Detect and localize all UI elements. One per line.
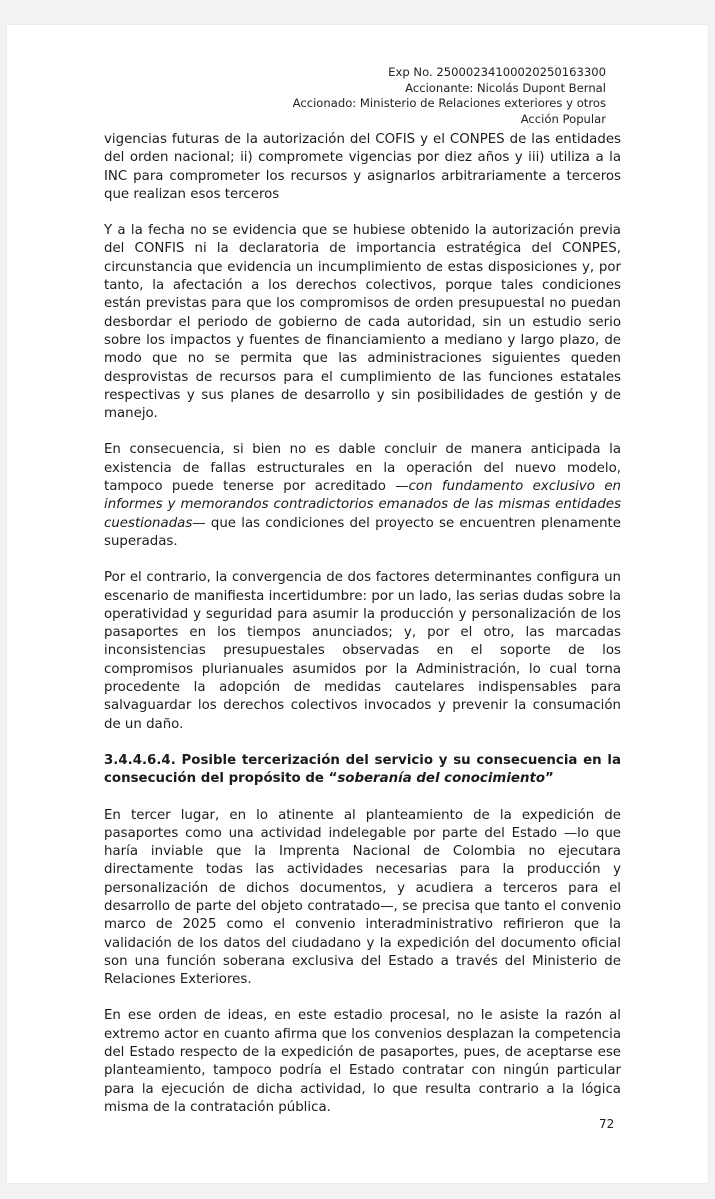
section-heading-text: 3.4.4.6.4. Posible tercerización del servicio y su consecuencia en la consecución del propósito de “ xyxy=(104,752,621,787)
document-body xyxy=(104,131,621,1135)
defendant: Accionado: Ministerio de Relaciones exteriores y otros xyxy=(292,96,606,110)
case-header xyxy=(293,65,606,127)
document-page xyxy=(7,25,708,1183)
case-number: Exp No. 25000234100020250163300 xyxy=(388,65,606,79)
paragraph-1: vigencias futuras de la autorización del COFIS y el CONPES de las entidades del orden nacional; ii) compromete vigencias por diez años y iii) utiliza a la INC para comprometer los recursos y asignarlos arbitrariamente a terceros que realizan esos terceros xyxy=(104,132,621,202)
section-heading xyxy=(104,752,621,789)
paragraph-4: Por el contrario, la convergencia de dos factores determinantes configura un escenario de manifiesta incertidumbre: por un lado, las serias dudas sobre la operatividad y seguridad para asumir la producción y personalización de los pasaportes en los tiempos anunciados; y, por el otro, las marcadas inconsistencias presupuestales observadas en el soporte de los compromisos plurianuales asumidos por la Administración, lo cual torna procedente la adopción de medidas cautelares indispensables para salvaguardar los derechos colectivos invocados y prevenir la consumación de un daño. xyxy=(104,570,621,732)
paragraph-5: En tercer lugar, en lo atinente al planteamiento de la expedición de pasaportes como una actividad indelegable por parte del Estado —lo que haría inviable que la Imprenta Nacional de Colombia no ejecutara directamente todas las actividades necesarias para la producción y personalización de dichos documentos, y acudiera a terceros para el desarrollo de parte del objeto contratado—, se precisa que tanto el convenio marco de 2025 como el convenio interadministrativo refirieron que la validación de los datos del ciudadano y la expedición del documento oficial son una función soberana exclusiva del Estado a través del Ministerio de Relaciones Exteriores. xyxy=(104,807,621,988)
paragraph-3 xyxy=(104,441,621,551)
paragraph-3-text-a: En consecuencia, si bien no es dable concluir de manera anticipada la existencia de fallas estructurales en la operación del nuevo modelo, tampoco puede tenerse por acreditado — xyxy=(104,442,621,495)
action-type: Acción Popular xyxy=(520,111,606,126)
section-heading-close-quote: ” xyxy=(545,771,554,787)
page-number: 72 xyxy=(599,1117,615,1131)
paragraph-2: Y a la fecha no se evidencia que se hubiese obtenido la autorización previa del CONFIS ni la declaratoria de importancia estratégica del CONPES, circunstancia que evidencia un incumplimiento de estas disposiciones y, por tanto, la afectación a los derechos colectivos, porque tales condiciones están previstas para que los compromisos de orden presupuestal no puedan desbordar el periodo de gobierno de cada autoridad, sin un estudio serio sobre los impactos y fuentes de financiamiento a mediano y largo plazo, de modo que no se permita que las administraciones siguientes queden desprovistas de recursos para el cumplimiento de las funciones estatales respectivas y sus planes de desarrollo y sin posibilidades de gestión y de manejo. xyxy=(104,223,621,422)
paragraph-6: En ese orden de ideas, en este estadio procesal, no le asiste la razón al extremo actor en cuanto afirma que los convenios desplazan la competencia del Estado respecto de la expedición de pasaportes, pues, de aceptarse ese planteamiento, tampoco podría el Estado contratar con ningún particular para la ejecución de dicha actividad, lo que resulta contrario a la lógica misma de la contratación pública. xyxy=(104,1008,621,1115)
plaintiff: Accionante: Nicolás Dupont Bernal xyxy=(405,80,606,95)
paragraph-3-text-b: — que las condiciones del proyecto se encuentren plenamente superadas. xyxy=(104,515,621,549)
section-heading-italic: soberanía del conocimiento xyxy=(337,771,545,787)
paragraph-3-italic: con fundamento exclusivo en informes y memorandos contradictorios emanados de las mismas entidades cuestionadas xyxy=(104,479,621,531)
